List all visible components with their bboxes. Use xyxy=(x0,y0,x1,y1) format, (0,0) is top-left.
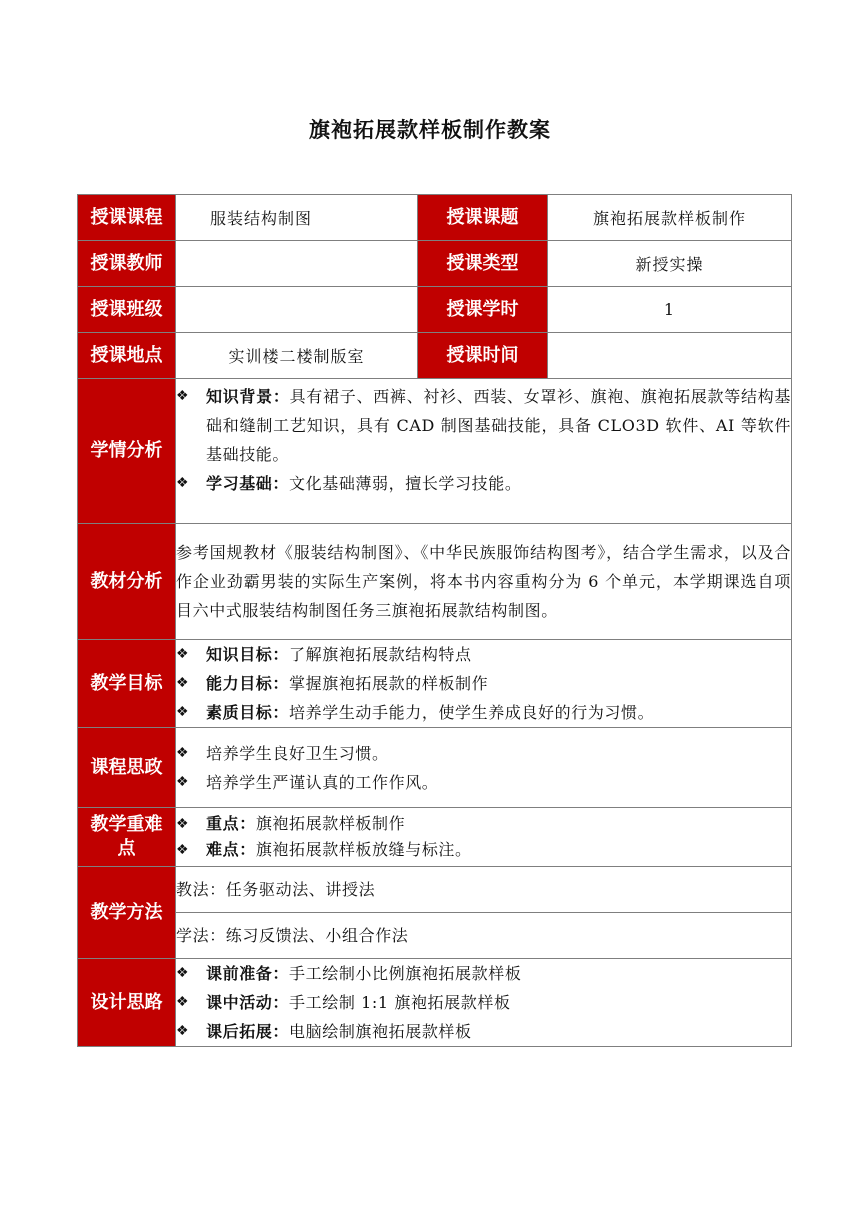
topic-label: 授课课题 xyxy=(418,195,548,241)
type-label: 授课类型 xyxy=(418,241,548,287)
bullet-item xyxy=(176,739,791,768)
type-value: 新授实操 xyxy=(548,241,792,287)
student-analysis-content xyxy=(176,379,792,524)
ideology-row xyxy=(78,728,792,808)
topic-value: 旗袍拓展款样板制作 xyxy=(548,195,792,241)
student-analysis-row xyxy=(78,379,792,524)
class-label: 授课班级 xyxy=(78,287,176,333)
diamond-bullet-icon: ❖ xyxy=(176,994,190,1010)
bullet-item xyxy=(176,382,791,469)
student-analysis-label: 学情分析 xyxy=(78,379,176,524)
info-row-place xyxy=(78,333,792,379)
item-key: 课中活动： xyxy=(206,993,290,1012)
hours-label: 授课学时 xyxy=(418,287,548,333)
bullet-item xyxy=(176,469,791,498)
time-label: 授课时间 xyxy=(418,333,548,379)
class-value xyxy=(176,287,418,333)
course-label: 授课课程 xyxy=(78,195,176,241)
design-row xyxy=(78,959,792,1047)
bullet-item xyxy=(176,698,791,727)
bullet-item xyxy=(176,811,791,837)
material-analysis-label: 教材分析 xyxy=(78,524,176,640)
item-key: 素质目标： xyxy=(206,703,290,722)
item-key: 知识背景： xyxy=(206,387,290,406)
item-text: 文化基础薄弱，擅长学习技能。 xyxy=(289,474,522,493)
ideology-label: 课程思政 xyxy=(78,728,176,808)
teaching-goals-label: 教学目标 xyxy=(78,640,176,728)
bullet-item xyxy=(176,640,791,669)
teacher-label: 授课教师 xyxy=(78,241,176,287)
item-key: 重点： xyxy=(206,814,256,833)
methods-row-teach xyxy=(78,867,792,913)
teaching-goals-row xyxy=(78,640,792,728)
keypoints-row xyxy=(78,808,792,867)
page-title: 旗袍拓展款样板制作教案 xyxy=(309,118,551,142)
diamond-bullet-icon: ❖ xyxy=(176,773,190,790)
item-key: 学习基础： xyxy=(206,474,290,493)
keypoints-content xyxy=(176,808,792,867)
item-key: 难点： xyxy=(206,840,256,859)
diamond-bullet-icon: ❖ xyxy=(176,388,190,404)
diamond-bullet-icon: ❖ xyxy=(176,965,190,981)
item-text: 旗袍拓展款样板放缝与标注。 xyxy=(255,840,472,859)
teach-method-text: 教法：任务驱动法、讲授法 xyxy=(176,867,792,913)
bullet-item xyxy=(176,669,791,698)
course-value: 服装结构制图 xyxy=(176,195,418,241)
diamond-bullet-icon: ❖ xyxy=(176,646,190,662)
item-key: 知识目标： xyxy=(206,645,290,664)
hours-value: 1 xyxy=(548,287,792,333)
teacher-value xyxy=(176,241,418,287)
diamond-bullet-icon: ❖ xyxy=(176,816,190,832)
bullet-item xyxy=(176,837,791,863)
bullet-item xyxy=(176,1017,791,1046)
item-text: 培养学生动手能力，使学生养成良好的行为习惯。 xyxy=(289,703,655,722)
item-text: 手工绘制小比例旗袍拓展款样板 xyxy=(289,964,522,983)
diamond-bullet-icon: ❖ xyxy=(176,704,190,720)
info-row-course xyxy=(78,195,792,241)
methods-label: 教学方法 xyxy=(78,867,176,959)
item-key: 课后拓展： xyxy=(206,1022,290,1041)
material-analysis-text: 参考国规教材《服装结构制图》、《中华民族服饰结构图考》，结合学生需求，以及合作企业劲霸男装的实际生产案例，将本书内容重构分为 6 个单元，本学期课选自项目六中式服装结构制图任务三旗袍拓展款结构制图。 xyxy=(176,524,792,640)
diamond-bullet-icon: ❖ xyxy=(176,475,190,491)
item-text: 旗袍拓展款样板制作 xyxy=(255,814,406,833)
bullet-item xyxy=(176,988,791,1017)
place-label: 授课地点 xyxy=(78,333,176,379)
bullet-item xyxy=(176,768,791,797)
item-text: 具有裙子、西裤、衬衫、西装、女罩衫、旗袍、旗袍拓展款等结构基础和缝制工艺知识，具有 CAD 制图基础技能，具备 CLO3D 软件、AI 等软件基础技能。 xyxy=(206,387,791,464)
keypoints-label: 教学重难点 xyxy=(78,808,176,867)
item-text: 培养学生良好卫生习惯。 xyxy=(206,743,389,763)
material-analysis-row xyxy=(78,524,792,640)
info-row-teacher xyxy=(78,241,792,287)
teaching-goals-content xyxy=(176,640,792,728)
ideology-content xyxy=(176,728,792,808)
info-row-class xyxy=(78,287,792,333)
bullet-item xyxy=(176,959,791,988)
item-key: 能力目标： xyxy=(206,674,290,693)
item-text: 了解旗袍拓展款结构特点 xyxy=(289,645,472,664)
place-value: 实训楼二楼制版室 xyxy=(176,333,418,379)
diamond-bullet-icon: ❖ xyxy=(176,842,190,858)
diamond-bullet-icon: ❖ xyxy=(176,675,190,691)
design-content xyxy=(176,959,792,1047)
lesson-plan-table xyxy=(77,194,792,1047)
item-text: 掌握旗袍拓展款的样板制作 xyxy=(289,674,489,693)
design-label: 设计思路 xyxy=(78,959,176,1047)
diamond-bullet-icon: ❖ xyxy=(176,744,190,761)
item-text: 电脑绘制旗袍拓展款样板 xyxy=(289,1022,472,1041)
learn-method-text: 学法：练习反馈法、小组合作法 xyxy=(176,913,792,959)
item-text: 手工绘制 1:1 旗袍拓展款样板 xyxy=(289,993,511,1012)
item-key: 课前准备： xyxy=(206,964,290,983)
item-text: 培养学生严谨认真的工作作风。 xyxy=(206,772,439,792)
time-value xyxy=(548,333,792,379)
methods-row-learn xyxy=(78,913,792,959)
diamond-bullet-icon: ❖ xyxy=(176,1023,190,1039)
